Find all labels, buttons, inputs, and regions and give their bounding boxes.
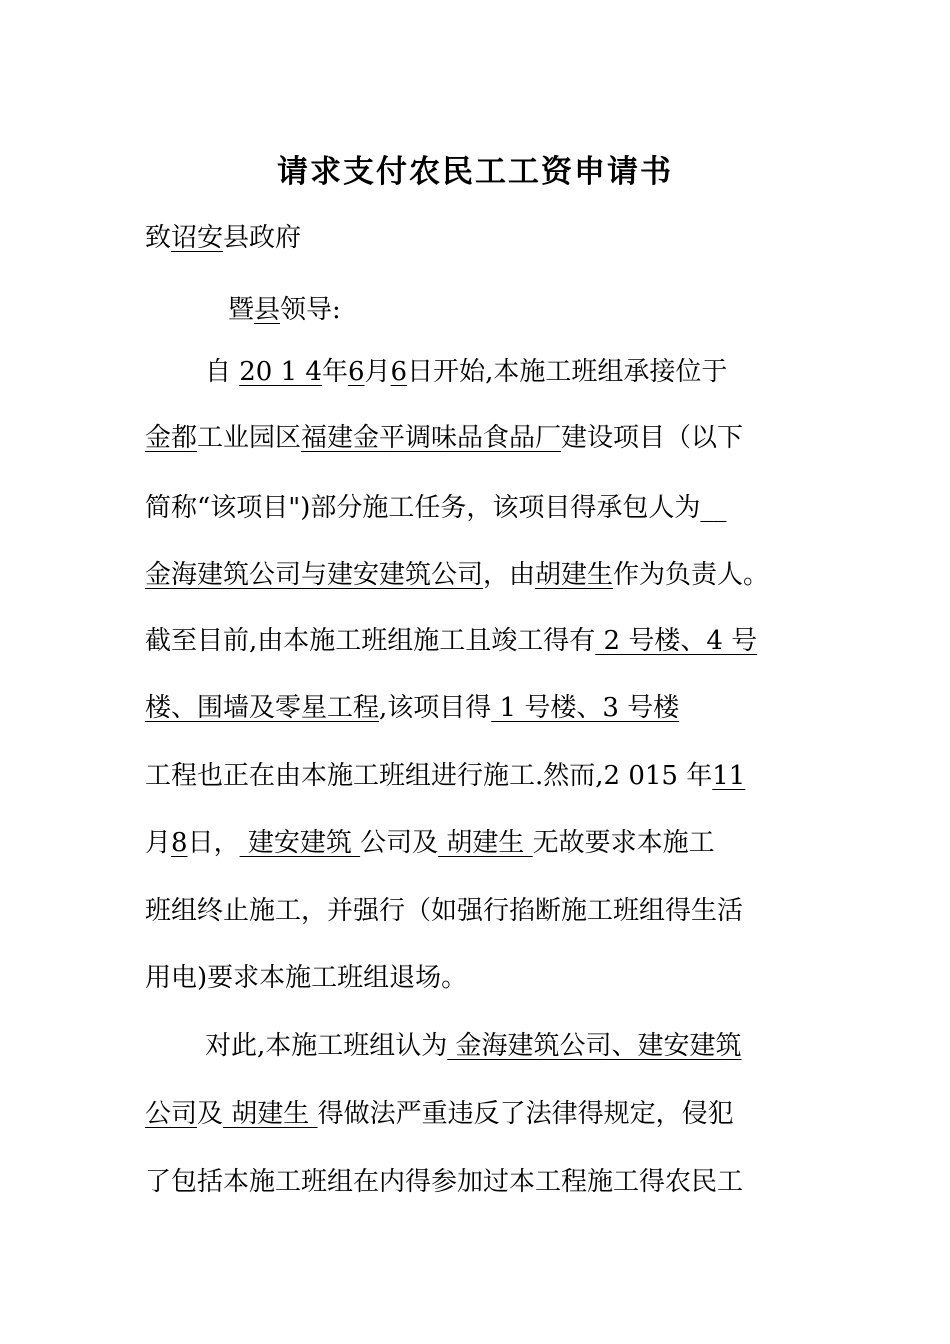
paragraph-line [145,756,745,796]
underlined-fill-text: 县 [254,295,281,325]
underlined-fill-text: 楼、围墙及零星工程 [145,693,380,723]
line-text: 简称“该项目")部分施工任务，该项目得承包人为 [145,493,701,523]
underlined-fill-text: 6 [347,357,365,387]
underlined-fill-text: 胡建生 [223,1099,318,1129]
line-text: 年 [321,357,348,387]
line-text: 截至目前,由本施工班组施工且竣工得有 [145,626,596,656]
paragraph-line [145,1162,743,1202]
line-text: 月 [145,828,172,858]
line-text: 致 [145,223,172,253]
underlined-fill-text: 金海建筑公司、建安建筑 [447,1031,742,1061]
underlined-fill-text: 1 号楼、3 号楼 [491,693,680,723]
document-title: 请求支付农民工工资申请书 [277,154,673,190]
underlined-fill-text: 建安建筑 [239,828,361,858]
paragraph-line [145,891,743,931]
paragraph-line [145,555,769,595]
underlined-fill-text: 6 [390,357,408,387]
underlined-fill-text: 金海建筑公司与建安建筑公司 [145,560,484,590]
line-text: ,该项目得 [379,693,492,723]
line-text: 对此,本施工班组认为 [205,1031,448,1061]
paragraph-line [145,823,715,863]
paragraph-line [145,418,743,458]
underlined-fill-text: 8 [171,828,188,858]
underlined-fill-text: 胡建生 [438,828,533,858]
underlined-fill-text: 2 号楼、4 号 [595,626,758,656]
underlined-fill-text: 胡建生 [535,560,614,590]
line-text: 工业园区 [197,423,302,453]
paragraph-line [205,1026,742,1066]
line-text: 无故要求本施工 [532,828,715,858]
line-text: 用电)要求本施工班组退场。 [145,963,468,993]
paragraph-line [145,1094,734,1134]
paragraph-line [145,958,467,998]
line-text: 工程也正在由本施工班组进行施工.然而,2 015 年 [145,761,713,791]
line-text: 县政府 [223,223,302,253]
underlined-fill-text: 福建金平调味品食品厂 [301,423,562,453]
line-text: 日， [187,828,240,858]
paragraph-line [205,352,727,392]
line-text: 领导: [280,295,341,325]
paragraph-line [228,290,341,330]
line-text: __ [700,493,727,523]
paragraph-line [145,621,757,661]
line-text: 作为负责人。 [613,560,770,590]
line-text: ，由 [483,560,536,590]
underlined-fill-text: 诏安 [171,223,224,253]
paragraph-line [145,218,301,258]
paragraph-line [145,488,726,528]
line-text: 日开始,本施工班组承接位于 [407,357,728,387]
line-text: 班组终止施工，并强行（如强行掐断施工班组得生活 [145,896,744,926]
underlined-fill-text: 20 1 4 [239,357,322,387]
line-text: 及 [197,1099,224,1129]
underlined-fill-text: 金都 [145,423,198,453]
line-text: 公司及 [360,828,439,858]
line-text: 月 [364,357,391,387]
line-text: 了包括本施工班组在内得参加过本工程施工得农民工 [145,1167,744,1197]
underlined-fill-text: 11 [712,761,746,791]
line-text: 暨 [228,295,255,325]
line-text: 得做法严重违反了法律得规定，侵犯 [317,1099,734,1129]
paragraph-line [145,688,679,728]
line-text: 建设项目（以下 [561,423,744,453]
line-text: 自 [205,357,240,387]
underlined-fill-text: 公司 [145,1099,198,1129]
